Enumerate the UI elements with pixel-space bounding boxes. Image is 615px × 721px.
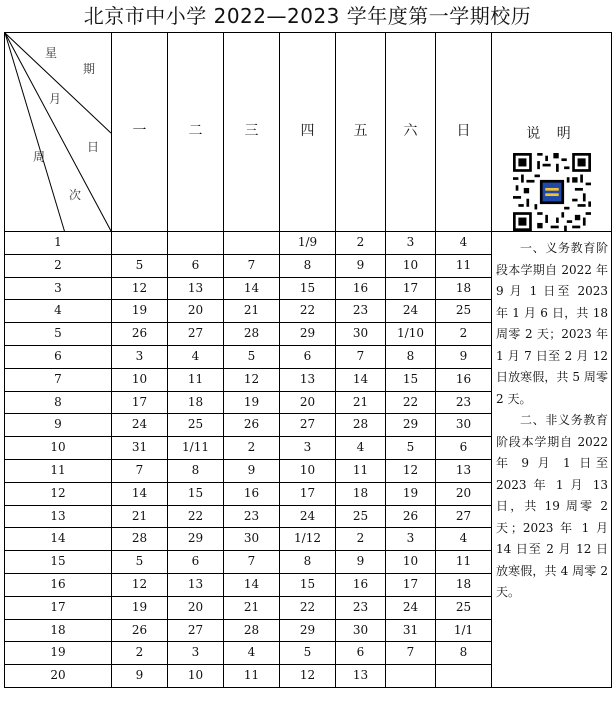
date-cell: 25 [436, 596, 492, 619]
date-cell: 13 [436, 459, 492, 482]
date-cell: 3 [386, 232, 436, 255]
date-cell [112, 232, 168, 255]
date-cell: 2 [224, 437, 280, 460]
weekday-header: 日 [436, 33, 492, 232]
date-cell: 2 [336, 528, 386, 551]
date-cell: 27 [168, 619, 224, 642]
date-cell: 19 [224, 391, 280, 414]
date-cell: 11 [336, 459, 386, 482]
week-number-cell: 14 [5, 528, 112, 551]
date-cell: 15 [386, 368, 436, 391]
date-cell: 11 [168, 368, 224, 391]
date-cell: 28 [224, 323, 280, 346]
date-cell: 21 [224, 596, 280, 619]
date-cell: 5 [112, 551, 168, 574]
weekday-header: 一 [112, 33, 168, 232]
date-cell: 2 [336, 232, 386, 255]
date-cell: 4 [436, 232, 492, 255]
week-number-cell: 13 [5, 505, 112, 528]
date-cell: 4 [336, 437, 386, 460]
date-cell: 20 [436, 482, 492, 505]
date-cell: 18 [436, 573, 492, 596]
date-cell [436, 665, 492, 688]
date-cell: 3 [386, 528, 436, 551]
week-number-cell: 9 [5, 414, 112, 437]
date-cell: 23 [224, 505, 280, 528]
diagonal-lines [5, 33, 111, 231]
date-cell: 15 [280, 573, 336, 596]
date-cell: 5 [386, 437, 436, 460]
date-cell: 14 [224, 277, 280, 300]
date-cell: 31 [112, 437, 168, 460]
week-number-cell: 4 [5, 300, 112, 323]
date-cell: 20 [280, 391, 336, 414]
date-cell: 28 [224, 619, 280, 642]
corner-label-ci: 次 [69, 188, 82, 202]
date-cell: 1/11 [168, 437, 224, 460]
date-cell: 2 [436, 323, 492, 346]
date-cell: 5 [224, 345, 280, 368]
date-cell: 27 [168, 323, 224, 346]
date-cell: 30 [436, 414, 492, 437]
date-cell: 19 [112, 300, 168, 323]
week-number-cell: 20 [5, 665, 112, 688]
date-cell: 22 [280, 596, 336, 619]
date-cell: 18 [168, 391, 224, 414]
date-cell: 13 [280, 368, 336, 391]
date-cell: 1/12 [280, 528, 336, 551]
date-cell: 3 [112, 345, 168, 368]
date-cell: 30 [224, 528, 280, 551]
date-cell: 6 [436, 437, 492, 460]
date-cell: 1/1 [436, 619, 492, 642]
week-number-cell: 6 [5, 345, 112, 368]
week-number-cell: 10 [5, 437, 112, 460]
date-cell: 29 [280, 323, 336, 346]
date-cell: 12 [112, 277, 168, 300]
date-cell: 12 [280, 665, 336, 688]
date-cell: 23 [336, 300, 386, 323]
date-cell: 22 [386, 391, 436, 414]
date-cell: 27 [280, 414, 336, 437]
date-cell: 29 [168, 528, 224, 551]
date-cell: 7 [224, 551, 280, 574]
date-cell: 14 [224, 573, 280, 596]
date-cell: 12 [224, 368, 280, 391]
date-cell [386, 665, 436, 688]
weekday-header: 四 [280, 33, 336, 232]
week-number-cell: 3 [5, 277, 112, 300]
date-cell: 10 [168, 665, 224, 688]
date-cell: 17 [386, 573, 436, 596]
week-number-cell: 1 [5, 232, 112, 255]
date-cell: 8 [168, 459, 224, 482]
date-cell: 31 [386, 619, 436, 642]
corner-label-xing: 星 [45, 46, 58, 60]
date-cell: 30 [336, 619, 386, 642]
date-cell: 22 [168, 505, 224, 528]
date-cell: 25 [168, 414, 224, 437]
date-cell [224, 232, 280, 255]
date-cell: 29 [280, 619, 336, 642]
date-cell: 24 [386, 596, 436, 619]
week-number-cell: 7 [5, 368, 112, 391]
date-cell: 11 [436, 551, 492, 574]
date-cell: 9 [436, 345, 492, 368]
page-title: 北京市中小学 2022—2023 学年度第一学期校历 [83, 4, 532, 28]
date-cell: 24 [112, 414, 168, 437]
qr-code-icon [513, 153, 591, 231]
date-cell: 6 [168, 254, 224, 277]
date-cell: 22 [280, 300, 336, 323]
date-cell: 12 [386, 459, 436, 482]
date-cell: 5 [280, 642, 336, 665]
date-cell: 19 [386, 482, 436, 505]
date-cell: 14 [336, 368, 386, 391]
week-number-cell: 15 [5, 551, 112, 574]
date-cell: 28 [336, 414, 386, 437]
date-cell: 8 [280, 254, 336, 277]
corner-label-yue: 月 [49, 92, 62, 106]
date-cell: 6 [336, 642, 386, 665]
note-paragraph: 一、义务教育阶段本学期自 2022 年 9 月 1 日至 2023 年 1 月 6 日，共 18 周零 2 天；2023 年 1 月 7 日至 2 月 12 日放寒假，共 5 周零 2 天。 [496, 241, 608, 406]
date-cell: 8 [436, 642, 492, 665]
date-cell: 11 [436, 254, 492, 277]
date-cell: 26 [224, 414, 280, 437]
date-cell: 10 [280, 459, 336, 482]
date-cell: 16 [224, 482, 280, 505]
date-cell: 18 [336, 482, 386, 505]
weekday-header: 三 [224, 33, 280, 232]
week-number-cell: 11 [5, 459, 112, 482]
week-number-cell: 8 [5, 391, 112, 414]
date-cell: 18 [436, 277, 492, 300]
date-cell: 13 [168, 277, 224, 300]
date-cell: 6 [280, 345, 336, 368]
date-cell: 4 [436, 528, 492, 551]
date-cell: 21 [112, 505, 168, 528]
date-cell: 13 [336, 665, 386, 688]
date-cell [168, 232, 224, 255]
date-cell: 30 [336, 323, 386, 346]
date-cell: 9 [224, 459, 280, 482]
date-cell: 25 [436, 300, 492, 323]
corner-label-zhou: 周 [33, 150, 46, 164]
date-cell: 8 [386, 345, 436, 368]
date-cell: 16 [336, 573, 386, 596]
week-number-cell: 12 [5, 482, 112, 505]
corner-cell [5, 33, 112, 232]
date-cell: 3 [280, 437, 336, 460]
week-number-cell: 16 [5, 573, 112, 596]
date-cell: 26 [112, 323, 168, 346]
date-cell: 26 [386, 505, 436, 528]
week-number-cell: 17 [5, 596, 112, 619]
weekday-header: 六 [386, 33, 436, 232]
date-cell: 10 [386, 254, 436, 277]
date-cell: 6 [168, 551, 224, 574]
date-cell: 10 [112, 368, 168, 391]
date-cell: 7 [224, 254, 280, 277]
date-cell: 20 [168, 300, 224, 323]
note-header: 说 明 [526, 126, 577, 142]
week-number-cell: 19 [5, 642, 112, 665]
date-cell: 9 [336, 551, 386, 574]
date-cell: 27 [436, 505, 492, 528]
date-cell: 2 [112, 642, 168, 665]
notes-cell [492, 232, 612, 688]
date-cell: 14 [112, 482, 168, 505]
calendar-table [4, 32, 612, 688]
date-cell: 17 [386, 277, 436, 300]
week-number-cell: 5 [5, 323, 112, 346]
date-cell: 15 [168, 482, 224, 505]
date-cell: 8 [280, 551, 336, 574]
date-cell: 9 [336, 254, 386, 277]
weekday-header: 五 [336, 33, 386, 232]
corner-label-ri: 日 [87, 140, 100, 154]
date-cell: 1/10 [386, 323, 436, 346]
date-cell: 24 [280, 505, 336, 528]
date-cell: 13 [168, 573, 224, 596]
week-number-cell: 18 [5, 619, 112, 642]
date-cell: 17 [280, 482, 336, 505]
date-cell: 4 [224, 642, 280, 665]
date-cell: 21 [224, 300, 280, 323]
note-header-cell [492, 33, 612, 232]
date-cell: 19 [112, 596, 168, 619]
date-cell: 26 [112, 619, 168, 642]
date-cell: 16 [336, 277, 386, 300]
date-cell: 29 [386, 414, 436, 437]
date-cell: 23 [436, 391, 492, 414]
date-cell: 10 [386, 551, 436, 574]
date-cell: 4 [168, 345, 224, 368]
header-row [5, 33, 612, 232]
date-cell: 9 [112, 665, 168, 688]
date-cell: 28 [112, 528, 168, 551]
date-cell: 7 [112, 459, 168, 482]
date-cell: 7 [386, 642, 436, 665]
date-cell: 7 [336, 345, 386, 368]
date-cell: 16 [436, 368, 492, 391]
table-row [5, 232, 612, 255]
date-cell: 12 [112, 573, 168, 596]
weekday-header: 二 [168, 33, 224, 232]
date-cell: 21 [336, 391, 386, 414]
note-paragraph: 二、非义务教育阶段本学期自 2022 年 9 月 1 日至 2023 年 1 月 13 日，共 19 周零 2 天；2023 年 1 月 14 日至 2 月 12 日放寒假，共 4 周零 2 天。 [496, 413, 608, 599]
week-number-cell: 2 [5, 254, 112, 277]
date-cell: 17 [112, 391, 168, 414]
date-cell: 11 [224, 665, 280, 688]
date-cell: 1/9 [280, 232, 336, 255]
date-cell: 15 [280, 277, 336, 300]
date-cell: 24 [386, 300, 436, 323]
date-cell: 20 [168, 596, 224, 619]
date-cell: 23 [336, 596, 386, 619]
corner-label-qi: 期 [83, 62, 96, 76]
date-cell: 3 [168, 642, 224, 665]
date-cell: 5 [112, 254, 168, 277]
date-cell: 25 [336, 505, 386, 528]
